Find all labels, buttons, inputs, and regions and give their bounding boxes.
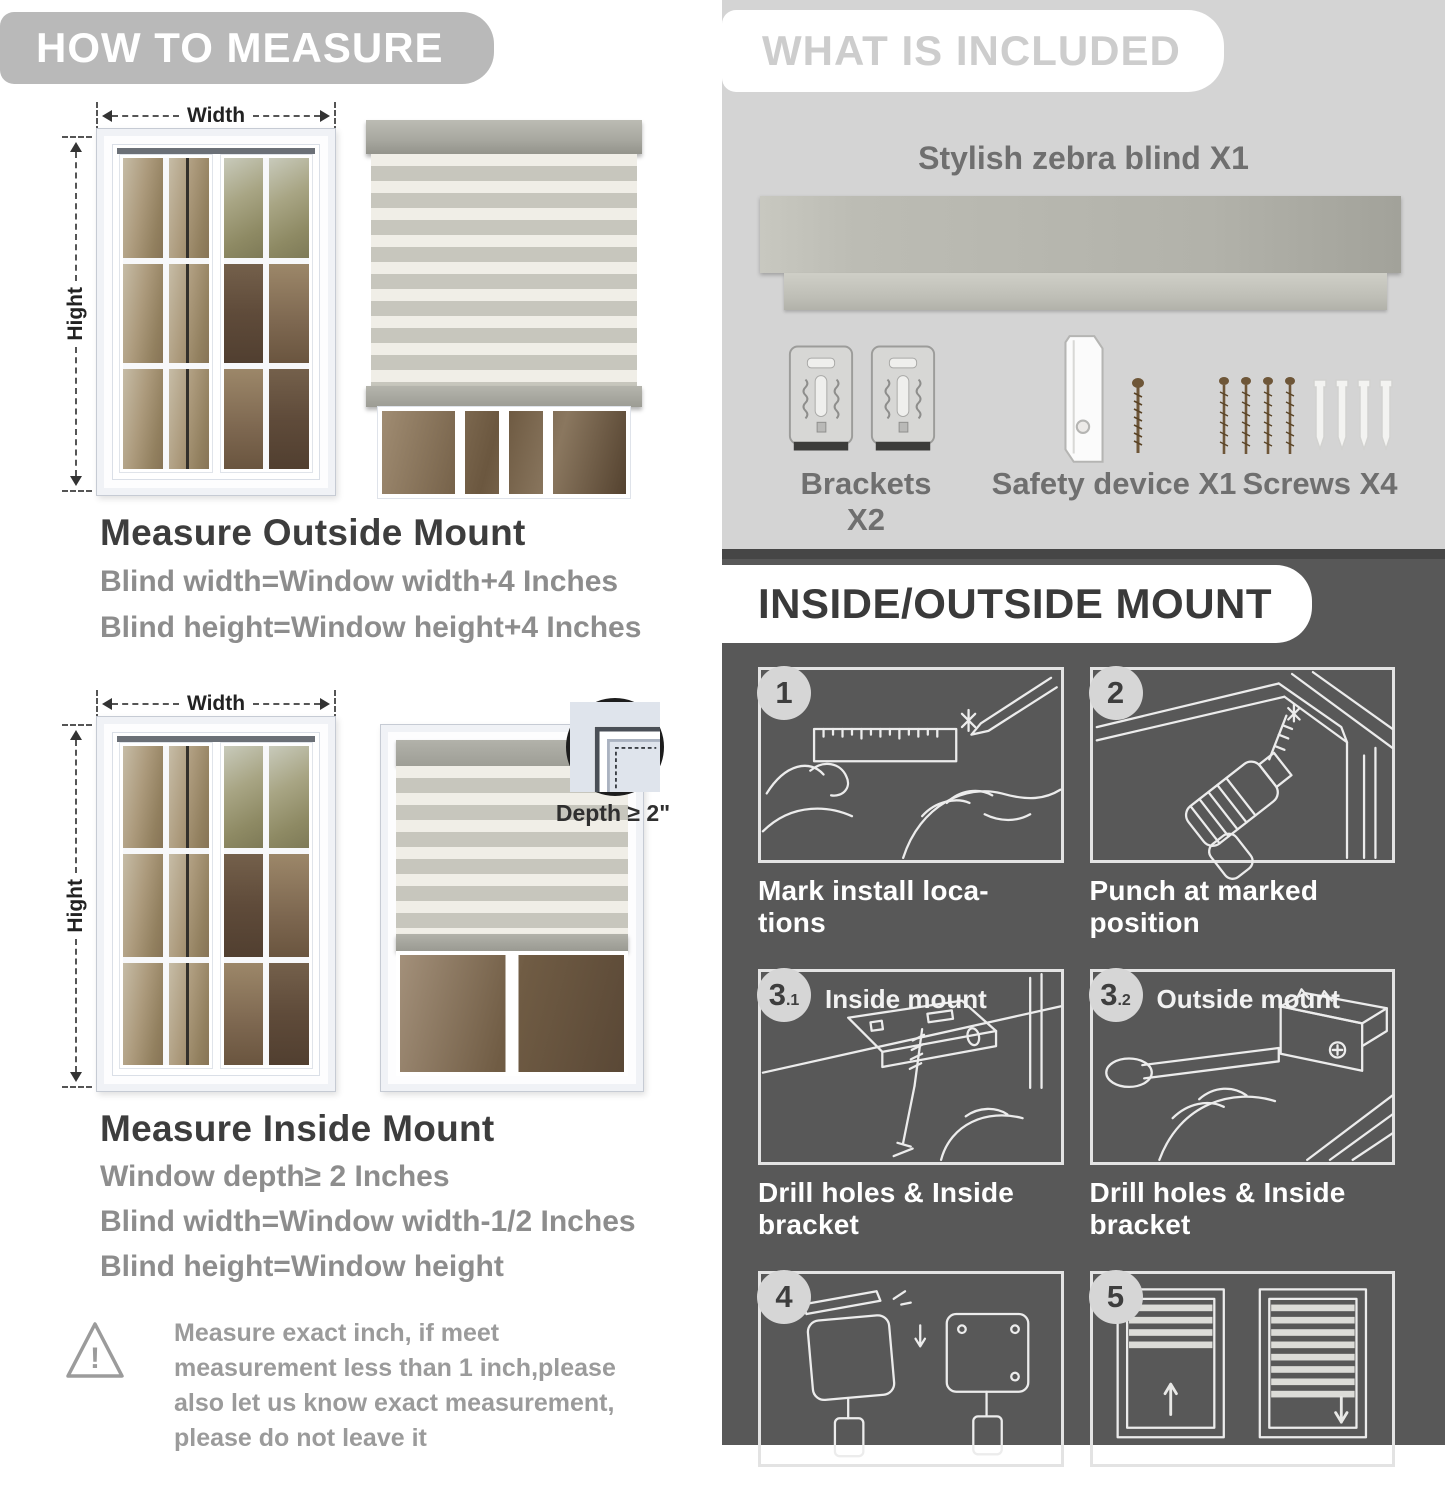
step-1 bbox=[758, 667, 1064, 939]
step-5 bbox=[1090, 1271, 1396, 1511]
window-right-sash bbox=[221, 155, 313, 472]
blind-bottom-rail bbox=[366, 386, 642, 407]
mount-title: INSIDE/OUTSIDE MOUNT bbox=[758, 580, 1273, 627]
inside-rule-depth: Window depth≥ 2 Inches bbox=[100, 1160, 450, 1193]
step-3-2 bbox=[1090, 969, 1396, 1241]
blind-cassette bbox=[366, 120, 642, 154]
step-4 bbox=[758, 1271, 1064, 1511]
step-5-badge: 5 bbox=[1089, 1270, 1143, 1324]
step-3-2-caption: Drill holes & Inside bracket bbox=[1089, 1177, 1346, 1240]
height-label: Hight bbox=[64, 287, 87, 341]
outside-mount-label: Outside mount bbox=[1156, 984, 1340, 1014]
step-1-caption: Mark install loca- tions bbox=[758, 875, 989, 938]
step-2-illustration bbox=[1090, 667, 1396, 863]
inside-rule-width: Blind width=Window width-1/2 Inches bbox=[100, 1205, 636, 1238]
step-3-2-illustration bbox=[1090, 969, 1396, 1165]
outside-mount-blind-figure bbox=[366, 120, 642, 498]
window-glass bbox=[396, 951, 628, 1076]
step-4-illustration bbox=[758, 1271, 1064, 1467]
width-measure-arrow bbox=[96, 694, 336, 714]
step-1-badge: 1 bbox=[757, 666, 811, 720]
inside-mount-label: Inside mount bbox=[825, 984, 987, 1014]
depth-callout-magnifier bbox=[566, 698, 664, 796]
what-is-included-header bbox=[722, 10, 1224, 92]
step-2 bbox=[1090, 667, 1396, 939]
window-illustration bbox=[96, 716, 336, 1092]
step-3-1 bbox=[758, 969, 1064, 1241]
brackets-label: Brackets X2 bbox=[800, 466, 932, 537]
step-1-illustration bbox=[758, 667, 1064, 863]
outside-rule-width: Blind width=Window width+4 Inches bbox=[100, 565, 619, 598]
svg-text:!: ! bbox=[90, 1342, 100, 1375]
mount-steps-grid bbox=[758, 667, 1395, 1511]
depth-requirement-label: Depth ≥ 2" bbox=[555, 800, 671, 826]
inside-outside-mount-panel bbox=[722, 549, 1445, 1510]
inside-rule-height: Blind height=Window height bbox=[100, 1250, 504, 1283]
safety-device-label: Safety device X1 bbox=[991, 466, 1237, 501]
window-left-sash bbox=[120, 155, 212, 472]
measurement-warning-text: Measure exact inch, if meet measurement less than 1 inch,please also let us know exact measurement, please do not leave it bbox=[174, 1319, 616, 1452]
zebra-blind-label: Stylish zebra blind X1 bbox=[918, 140, 1249, 176]
brackets-icon bbox=[786, 338, 938, 458]
screws-icon bbox=[1212, 374, 1402, 467]
warning-triangle-icon bbox=[64, 1318, 126, 1384]
width-label: Width bbox=[186, 692, 246, 715]
what-is-included-panel bbox=[722, 0, 1445, 549]
screws-label: Screws X4 bbox=[1242, 466, 1398, 501]
outside-mount-window-figure bbox=[66, 106, 338, 498]
step-2-badge: 2 bbox=[1089, 666, 1143, 720]
window-right-sash bbox=[221, 743, 313, 1068]
right-column bbox=[722, 0, 1445, 1510]
mount-header bbox=[722, 565, 1312, 643]
step-4-caption: Install the blind bbox=[758, 1479, 967, 1510]
step-3-1-caption: Drill holes & Inside bracket bbox=[758, 1177, 1015, 1240]
step-5-caption: Finish bbox=[1089, 1479, 1174, 1510]
zebra-stripes bbox=[371, 154, 637, 386]
height-label: Hight bbox=[64, 879, 87, 933]
inside-mount-title: Measure Inside Mount bbox=[100, 1108, 495, 1149]
how-to-measure-header bbox=[0, 12, 494, 84]
zebra-blind-cassette-image bbox=[760, 196, 1401, 273]
safety-screw-icon bbox=[1130, 376, 1146, 465]
step-4-badge: 4 bbox=[757, 1270, 811, 1324]
blind-bottom-rail bbox=[396, 934, 628, 951]
height-measure-arrow bbox=[66, 136, 86, 492]
width-measure-arrow bbox=[96, 106, 336, 126]
width-label: Width bbox=[186, 104, 246, 127]
window-illustration bbox=[96, 128, 336, 496]
inside-mount-window-figure bbox=[66, 694, 338, 1094]
window-below-blind bbox=[378, 407, 630, 498]
step-5-illustration bbox=[1090, 1271, 1396, 1467]
safety-device-icon bbox=[1058, 332, 1110, 475]
window-left-sash bbox=[120, 743, 212, 1068]
step-3-2-badge: 3 .2 bbox=[1089, 968, 1143, 1022]
outside-rule-height: Blind height=Window height+4 Inches bbox=[100, 611, 642, 644]
step-3-1-badge: 3 .1 bbox=[757, 968, 811, 1022]
height-measure-arrow bbox=[66, 724, 86, 1088]
outside-mount-title: Measure Outside Mount bbox=[100, 512, 526, 553]
step-2-caption: Punch at marked position bbox=[1089, 875, 1319, 938]
how-to-measure-title: HOW TO MEASURE bbox=[36, 24, 444, 71]
step-3-1-illustration bbox=[758, 969, 1064, 1165]
what-is-included-title: WHAT IS INCLUDED bbox=[762, 27, 1181, 74]
